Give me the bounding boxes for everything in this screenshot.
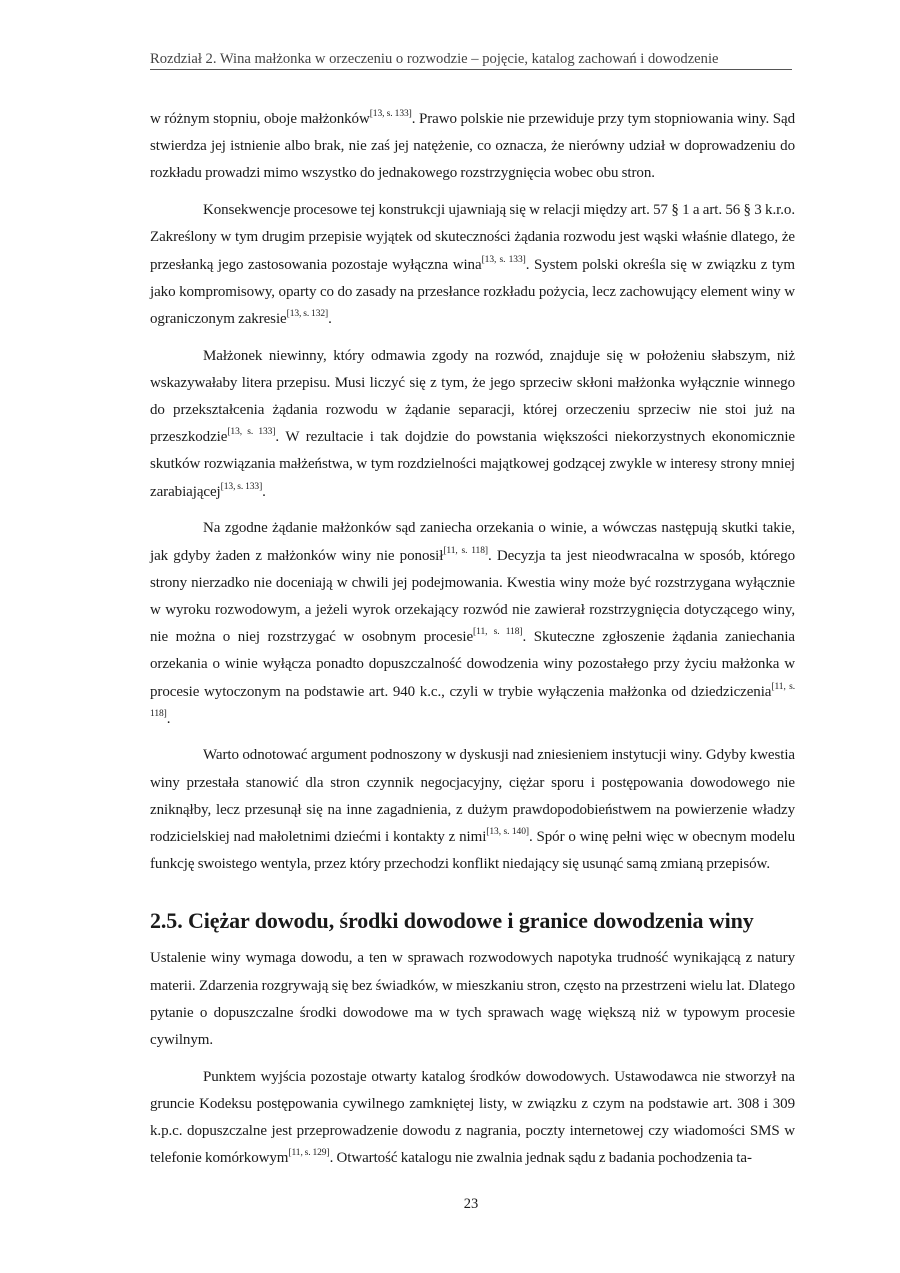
citation-ref: [11, s. 118] (150, 681, 795, 719)
paragraph (150, 1064, 795, 1173)
text-run: Punktem wyjścia pozostaje otwarty katalog środków dowodowych. Ustawodawca nie stworzył na gruncie Kodeksu postępowania cywilnego zamkniętej listy, w związku z czym na podstawie art. 308 i 309 k.p.c. dopuszczalne jest przeprowadzenie dowodu z nagrania, poczty internetowej czy wiadomości SMS w telefonie komórkowym (150, 1068, 795, 1167)
paragraph (150, 515, 795, 733)
citation-ref: [11, s. 118] (443, 545, 488, 556)
paragraph (150, 197, 795, 333)
page-number: 23 (463, 1196, 479, 1212)
paragraph (150, 343, 795, 506)
paragraph (150, 106, 795, 188)
text-run: Na zgodne żądanie małżonków sąd zaniecha orzekania o winie, a wówczas następują skutki takie, jak gdyby żaden z małżonków winy nie ponosił (150, 520, 795, 564)
section-heading: 2.5. Ciężar dowodu, środki dowodowe i granice dowodzenia winy (150, 908, 754, 934)
citation-ref: [13, s. 133] (227, 427, 276, 438)
text-run: . (262, 483, 266, 500)
text-run: Małżonek niewinny, który odmawia zgody na rozwód, znajduje się w położeniu słabszym, niż wskazywałaby litera przepisu. Musi liczyć się z tym, że jego sprzeciw skłoni małżonka wyłącznie winnego do przekształcenia żądania rozwodu w żądanie separacji, której orzeczeniu sprzeciw nie stoi już na przeszkodzie (150, 347, 795, 446)
paragraph (150, 945, 795, 1054)
text-run: . Otwartość katalogu nie zwalnia jednak sądu z badania pochodzenia ta- (329, 1150, 752, 1167)
citation-ref: [13, s. 140] (486, 827, 529, 838)
running-header: Rozdział 2. Wina małżonka w orzeczeniu o rozwodzie – pojęcie, katalog zachowań i dowodzenie (150, 51, 719, 67)
text-run: . System polski określa się w związku z tym jako kompromisowy, oparty co do zasady na przesłance rozkładu pożycia, lecz zachowujący element winy w ograniczonym zakresie (150, 256, 796, 327)
text-run: . (166, 710, 171, 727)
text-run: . Spór o winę pełni więc w obecnym modelu funkcję swoistego wentyla, przez który przechodzi konflikt niedający się usunąć samą zmianą przepisów. (150, 829, 795, 873)
text-run: . W rezultacie i tak dojdzie do powstania większości niekorzystnych ekonomicznie skutków rozwiązania małżeństwa, w tym rozdzielności majątkowej godzącej zwykle w interesy strony mniej zarabiającej (150, 429, 796, 500)
text-run: . Skuteczne zgłoszenie żądania zaniechania orzekania o winie wyłącza ponadto dopuszczalność dowodzenia winy pozostałego przy życiu małżonka w procesie wytoczonym na podstawie art. 940 k.c., czyli w trybie wyłączenia małżonka od dziedziczenia (150, 629, 795, 700)
citation-ref: [13, s. 133] (369, 109, 412, 119)
citation-ref: [13, s. 132] (286, 308, 329, 319)
text-run: Warto odnotować argument podnoszony w dyskusji nad zniesieniem instytucji winy. Gdyby kwestia winy przestała stanowić dla stron czynnik negocjacyjny, ciężar sporu i postępowania dowodowego nie zniknąłby, lecz przesunął się na inne zagadnienia, z dużym prawdopodobieństwem na powierzenie władzy rodzicielskiej nad małoletnimi dziećmi i kontakty z nimi (150, 747, 795, 846)
text-run: . Prawo polskie nie przewiduje przy tym stopniowania winy. Sąd stwierdza jej istnienie albo brak, nie zaś jej natężenie, co oznacza, że nierówny udział w doprowadzeniu do rozkładu prowadzi mimo wszystko do jednakowego rozstrzygnięcia wobec obu stron. (150, 111, 796, 182)
text-run: Ustalenie winy wymaga dowodu, a ten w sprawach rozwodowych napotyka trudność wynikającą z natury materii. Zdarzenia rozgrywają się bez świadków, w mieszkaniu stron, często na przestrzeni wielu lat. Dlatego pytanie o dopuszczalne środki dowodowe ma w tych sprawach wagę większą niż w typowym procesie cywilnym. (150, 950, 795, 1049)
header-rule (150, 69, 792, 70)
text-run: Konsekwencje procesowe tej konstrukcji ujawniają się w relacji między art. 57 § 1 a art. 56 § 3 k.r.o. Zakreślony w tym drugim przepisie wyjątek od skuteczności żądania rozwodu jest wąski właśnie dlatego, że przesłanką jego zastosowania pozostaje wyłączna wina (150, 202, 795, 273)
page-body (150, 106, 795, 1173)
citation-ref: [13, s. 133] (220, 481, 263, 492)
citation-ref: [11, s. 118] (473, 627, 523, 638)
citation-ref: [11, s. 129] (288, 1148, 330, 1159)
text-run: w różnym stopniu, oboje małżonków (150, 111, 370, 127)
text-run: . Decyzja ta jest nieodwracalna w sposób, którego strony nierzadko nie doceniają w chwili jej podejmowania. Kwestia winy może być rozstrzygana wyłącznie w wyroku rozwodowym, a jeżeli wyrok orzekający rozwód nie zawierał rozstrzygnięcia dotyczącego winy, nie można o niej rozstrzygać w osobnym procesie (150, 547, 795, 646)
text-run: . (328, 310, 332, 327)
paragraph (150, 742, 795, 878)
citation-ref: [13, s. 133] (481, 254, 526, 265)
